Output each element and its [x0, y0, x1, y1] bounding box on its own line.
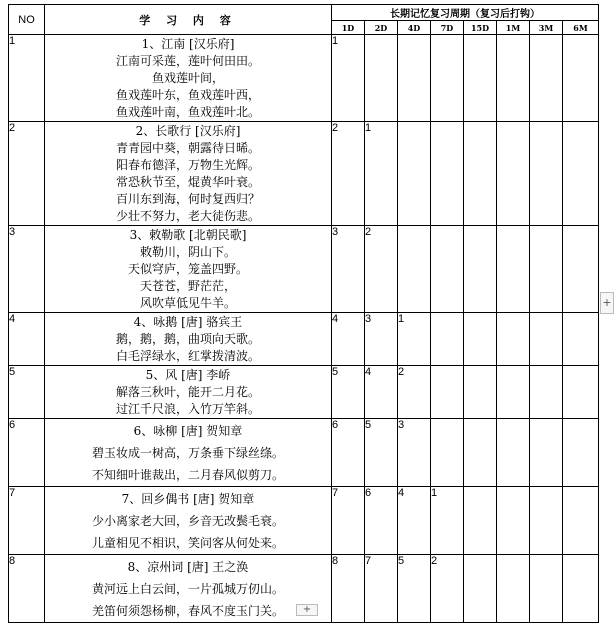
review-mark-cell[interactable]: 1 — [365, 122, 398, 226]
poem-line: 鱼戏莲叶东，鱼戏莲叶西， — [115, 88, 260, 102]
review-mark-cell[interactable] — [464, 226, 497, 313]
poem-line: 鹅，鹅，鹅，曲项向天歌。 — [115, 332, 260, 346]
row-number: 1 — [9, 35, 45, 122]
interval-header: 15D — [464, 21, 497, 35]
review-mark-cell[interactable]: 7 — [332, 487, 365, 555]
review-mark-cell[interactable] — [464, 366, 497, 419]
review-mark-cell[interactable] — [530, 226, 563, 313]
table-row — [9, 35, 599, 122]
review-mark-cell[interactable] — [431, 419, 464, 487]
poem-line: 青青园中葵，朝露待日晞。 — [115, 141, 260, 155]
review-mark-cell[interactable] — [497, 419, 530, 487]
table-row — [9, 122, 599, 226]
poem-content — [45, 122, 332, 226]
poem-content — [45, 419, 332, 487]
poem-line: 碧玉妆成一树高，万条垂下绿丝绦。 — [91, 446, 284, 460]
review-mark-cell[interactable] — [563, 35, 599, 122]
poem-line: 江南可采莲，莲叶何田田。 — [115, 54, 260, 68]
review-mark-cell[interactable] — [398, 35, 431, 122]
review-mark-cell[interactable] — [497, 487, 530, 555]
review-mark-cell[interactable] — [464, 555, 497, 623]
interval-header: 1D — [332, 21, 365, 35]
row-number: 6 — [9, 419, 45, 487]
review-mark-cell[interactable] — [563, 366, 599, 419]
review-mark-cell[interactable]: 1 — [332, 35, 365, 122]
review-mark-cell[interactable]: 2 — [332, 122, 365, 226]
review-mark-cell[interactable]: 3 — [398, 419, 431, 487]
header-content: 学 习 内 容 — [45, 5, 332, 35]
review-mark-cell[interactable] — [398, 226, 431, 313]
poem-line: 少小离家老大回，乡音无改鬓毛衰。 — [91, 514, 284, 528]
interval-header: 7D — [431, 21, 464, 35]
review-mark-cell[interactable]: 6 — [332, 419, 365, 487]
interval-header: 3M — [530, 21, 563, 35]
table-row — [9, 313, 599, 366]
review-mark-cell[interactable]: 5 — [365, 419, 398, 487]
review-mark-cell[interactable] — [464, 122, 497, 226]
poem-line: 天苍苍，野茫茫， — [139, 279, 236, 293]
interval-header: 2D — [365, 21, 398, 35]
review-mark-cell[interactable]: 3 — [365, 313, 398, 366]
poem-content — [45, 35, 332, 122]
row-number: 8 — [9, 555, 45, 623]
review-mark-cell[interactable]: 5 — [398, 555, 431, 623]
poem-title: 4、咏鹅 [唐] 骆宾王 — [133, 315, 243, 329]
row-number: 3 — [9, 226, 45, 313]
poem-content — [45, 555, 332, 623]
review-mark-cell[interactable] — [530, 122, 563, 226]
review-mark-cell[interactable]: 1 — [431, 487, 464, 555]
review-mark-cell[interactable]: 8 — [332, 555, 365, 623]
review-mark-cell[interactable] — [497, 366, 530, 419]
poem-content — [45, 366, 332, 419]
poem-line: 阳春布德泽，万物生光辉。 — [115, 158, 260, 172]
poem-line: 解落三秋叶，能开二月花。 — [115, 385, 260, 399]
table-body — [9, 35, 599, 623]
poem-line: 过江千尺浪，入竹万竿斜。 — [115, 402, 260, 416]
review-mark-cell[interactable] — [464, 313, 497, 366]
header-review-period: 长期记忆复习周期（复习后打钩） — [332, 5, 599, 21]
review-mark-cell[interactable] — [563, 122, 599, 226]
poem-line: 百川东到海，何时复西归？ — [115, 192, 260, 206]
review-mark-cell[interactable] — [530, 419, 563, 487]
poem-title: 3、敕勒歌 [北朝民歌] — [129, 228, 247, 242]
review-mark-cell[interactable] — [563, 487, 599, 555]
add-column-button[interactable]: + — [600, 292, 614, 314]
poem-line: 敕勒川，阴山下。 — [139, 245, 236, 259]
review-mark-cell[interactable] — [464, 419, 497, 487]
poem-line: 羌笛何须怨杨柳，春风不度玉门关。 — [91, 604, 284, 618]
poem-title: 6、咏柳 [唐] 贺知章 — [133, 424, 243, 438]
poem-line: 天似穹庐，笼盖四野。 — [127, 262, 248, 276]
review-mark-cell[interactable]: 4 — [365, 366, 398, 419]
review-mark-cell[interactable] — [431, 35, 464, 122]
review-mark-cell[interactable] — [398, 122, 431, 226]
review-mark-cell[interactable] — [464, 35, 497, 122]
poem-content — [45, 487, 332, 555]
interval-header: 6M — [563, 21, 599, 35]
review-mark-cell[interactable]: 2 — [398, 366, 431, 419]
row-number: 2 — [9, 122, 45, 226]
poem-title: 1、江南 [汉乐府] — [141, 37, 235, 51]
review-mark-cell[interactable] — [563, 226, 599, 313]
poem-line: 少壮不努力，老大徒伤悲。 — [115, 209, 260, 223]
add-row-button[interactable]: + — [296, 604, 318, 616]
review-mark-cell[interactable]: 3 — [332, 226, 365, 313]
poem-line: 鱼戏莲叶间， — [151, 71, 224, 85]
poem-line: 风吹草低见牛羊。 — [139, 296, 236, 310]
review-mark-cell[interactable] — [464, 487, 497, 555]
review-mark-cell[interactable]: 2 — [431, 555, 464, 623]
poem-line: 黄河远上白云间，一片孤城万仞山。 — [91, 582, 284, 596]
review-mark-cell[interactable] — [497, 35, 530, 122]
poem-line: 白毛浮绿水，红掌拨清波。 — [115, 349, 260, 363]
poem-content — [45, 226, 332, 313]
poem-line: 儿童相见不相识，笑问客从何处来。 — [91, 536, 284, 550]
review-mark-cell[interactable] — [530, 366, 563, 419]
review-mark-cell[interactable] — [563, 555, 599, 623]
review-mark-cell[interactable] — [431, 313, 464, 366]
review-mark-cell[interactable] — [530, 555, 563, 623]
row-number: 5 — [9, 366, 45, 419]
poem-title: 5、风 [唐] 李峤 — [145, 368, 231, 382]
poem-line: 鱼戏莲叶南，鱼戏莲叶北。 — [115, 105, 260, 119]
review-mark-cell[interactable]: 7 — [365, 555, 398, 623]
review-mark-cell[interactable] — [497, 555, 530, 623]
review-mark-cell[interactable] — [563, 313, 599, 366]
row-number: 7 — [9, 487, 45, 555]
table-row — [9, 487, 599, 555]
review-mark-cell[interactable]: 1 — [398, 313, 431, 366]
table-row — [9, 366, 599, 419]
poem-title: 7、回乡偶书 [唐] 贺知章 — [121, 492, 255, 506]
review-mark-cell[interactable]: 4 — [398, 487, 431, 555]
poem-content — [45, 313, 332, 366]
review-mark-cell[interactable] — [431, 122, 464, 226]
interval-header: 4D — [398, 21, 431, 35]
review-table — [8, 4, 599, 623]
review-mark-cell[interactable]: 4 — [332, 313, 365, 366]
review-mark-cell[interactable]: 5 — [332, 366, 365, 419]
review-mark-cell[interactable] — [365, 35, 398, 122]
review-mark-cell[interactable] — [497, 313, 530, 366]
poem-line: 不知细叶谁裁出，二月春风似剪刀。 — [91, 468, 284, 482]
review-mark-cell[interactable] — [530, 313, 563, 366]
review-mark-cell[interactable] — [431, 366, 464, 419]
review-mark-cell[interactable]: 2 — [365, 226, 398, 313]
review-mark-cell[interactable] — [530, 35, 563, 122]
table-header — [9, 5, 599, 35]
review-mark-cell[interactable] — [431, 226, 464, 313]
poem-title: 2、长歌行 [汉乐府] — [135, 124, 241, 138]
row-number: 4 — [9, 313, 45, 366]
header-no: NO — [9, 5, 45, 35]
table-row — [9, 419, 599, 487]
poem-line: 常恐秋节至，焜黄华叶衰。 — [115, 175, 260, 189]
review-mark-cell[interactable]: 6 — [365, 487, 398, 555]
poem-title: 8、凉州词 [唐] 王之涣 — [127, 560, 249, 574]
review-mark-cell[interactable] — [563, 419, 599, 487]
review-mark-cell[interactable] — [497, 122, 530, 226]
interval-header: 1M — [497, 21, 530, 35]
table-row — [9, 226, 599, 313]
review-mark-cell[interactable] — [497, 226, 530, 313]
review-mark-cell[interactable] — [530, 487, 563, 555]
